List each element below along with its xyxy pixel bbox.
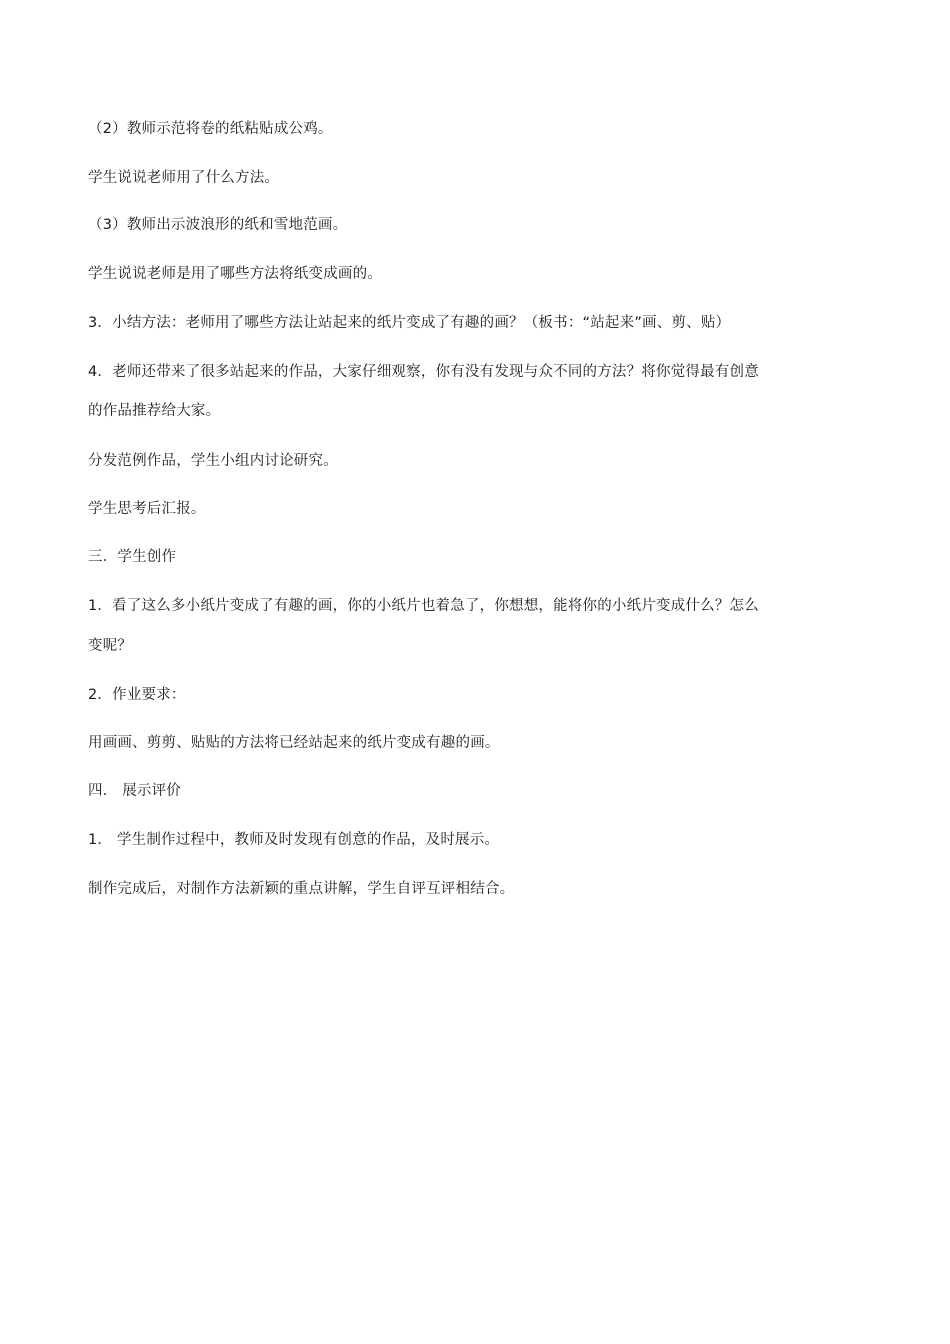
text-line: 2．作业要求：	[88, 687, 186, 703]
text-line: 学生说说老师用了什么方法。	[88, 170, 280, 186]
text-line: 1．看了这么多小纸片变成了有趣的画，你的小纸片也着急了，你想想，能将你的小纸片变成什么？怎么	[88, 598, 759, 614]
text-line: 4．老师还带来了很多站起来的作品，大家仔细观察，你有没有发现与众不同的方法？将你觉得最有创意	[88, 364, 759, 380]
text-line: 制作完成后，对制作方法新颖的重点讲解，学生自评互评相结合。	[88, 881, 515, 897]
text-line: 1． 学生制作过程中，教师及时发现有创意的作品，及时展示。	[88, 832, 500, 848]
text-line: 学生思考后汇报。	[88, 501, 206, 517]
section-heading: 四． 展示评价	[88, 783, 182, 799]
section-heading: 三．学生创作	[88, 549, 177, 565]
text-line: （2）教师示范将卷的纸粘贴成公鸡。	[88, 121, 333, 137]
text-line: 3．小结方法：老师用了哪些方法让站起来的纸片变成了有趣的画？（板书：“站起来”画、剪、贴）	[88, 315, 731, 331]
text-line: 变呢？	[88, 638, 133, 654]
text-line: 用画画、剪剪、贴贴的方法将已经站起来的纸片变成有趣的画。	[88, 735, 500, 751]
text-line: 分发范例作品，学生小组内讨论研究。	[88, 453, 338, 469]
text-line: （3）教师出示波浪形的纸和雪地范画。	[88, 217, 348, 233]
text-line: 学生说说老师是用了哪些方法将纸变成画的。	[88, 266, 382, 282]
text-line: 的作品推荐给大家。	[88, 403, 221, 419]
